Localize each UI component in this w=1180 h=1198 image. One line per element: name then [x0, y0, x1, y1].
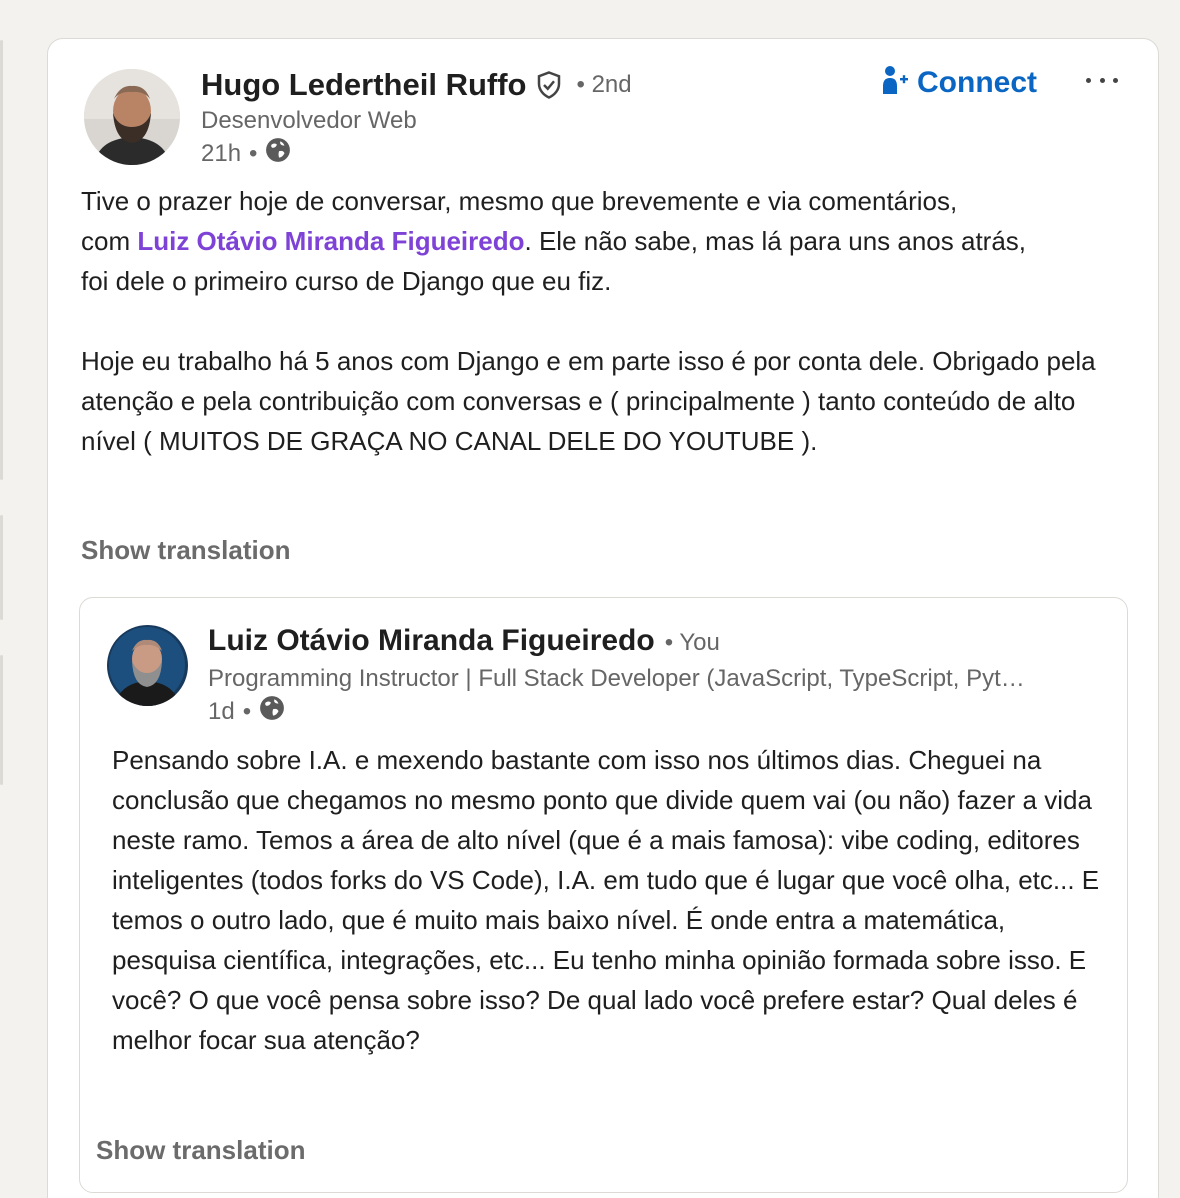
post-body	[81, 181, 1131, 461]
shared-author-name-row	[208, 624, 720, 658]
show-translation-button[interactable]: Show translation	[81, 535, 291, 565]
verified-shield-icon	[534, 70, 564, 100]
shared-show-translation-button[interactable]: Show translation	[96, 1135, 306, 1165]
globe-icon	[259, 695, 285, 728]
shared-post-meta	[208, 695, 285, 728]
meta-separator: •	[249, 139, 258, 167]
connect-label: Connect	[917, 66, 1037, 99]
author-name[interactable]: Hugo Ledertheil Ruffo	[201, 67, 527, 102]
add-person-icon	[881, 64, 909, 102]
post-text-line: Tive o prazer hoje de conversar, mesmo que brevemente e via comentários,	[81, 186, 958, 216]
connect-button[interactable]	[881, 61, 1037, 105]
post-meta	[201, 137, 291, 170]
shared-post-time[interactable]: 1d	[208, 697, 235, 725]
more-options-icon[interactable]	[1082, 65, 1122, 95]
author-avatar[interactable]	[84, 69, 180, 165]
shared-author-headline: Programming Instructor | Full Stack Developer (JavaScript, TypeScript, Pyt…	[208, 665, 1025, 692]
shared-post-body: Pensando sobre I.A. e mexendo bastante com isso nos últimos dias. Cheguei na conclusão que chegamos no mesmo ponto que divide quem vai (ou não) fazer a vida neste ramo. Temos a área de alto nível (que é a mais famosa): vibe coding, editores inteligentes (todos forks do VS Code), I.A. em tudo que é lugar que você olha, etc... E temos o outro lado, que é muito mais baixo nível. É onde entra a matemática, pesquisa científica, integrações, etc... Eu tenho minha opinião formada sobre isso. E você? O que você pensa sobre isso? De qual lado você prefere estar? Qual deles é melhor focar sua atenção?	[112, 745, 1100, 1055]
post-text-line: com Luiz Otávio Miranda Figueiredo. Ele não sabe, mas lá para uns anos atrás,	[81, 226, 1027, 256]
shared-author-relation: • You	[664, 629, 720, 656]
shared-author-avatar[interactable]	[107, 625, 188, 706]
connection-degree: • 2nd	[576, 71, 632, 98]
post-text-line: foi dele o primeiro curso de Django que eu fiz.	[81, 266, 612, 296]
feed-post-card	[47, 38, 1159, 1198]
left-rail-dividers	[0, 0, 3, 1198]
post-text-paragraph: Hoje eu trabalho há 5 anos com Django e em parte isso é por conta dele. Obrigado pela atenção e pela contribuição com conversas e ( principalmente ) tanto conteúdo de alto nível ( MUITOS DE GRAÇA NO CANAL DELE DO YOUTUBE ).	[81, 346, 1096, 456]
shared-author-name[interactable]: Luiz Otávio Miranda Figueiredo	[208, 624, 655, 657]
author-headline: Desenvolvedor Web	[201, 107, 417, 134]
shared-post-card[interactable]	[79, 597, 1128, 1193]
post-time[interactable]: 21h	[201, 139, 242, 167]
author-name-row	[201, 67, 632, 103]
globe-icon	[265, 137, 291, 170]
meta-separator: •	[242, 697, 252, 725]
mention-link[interactable]: Luiz Otávio Miranda Figueiredo	[137, 226, 525, 256]
